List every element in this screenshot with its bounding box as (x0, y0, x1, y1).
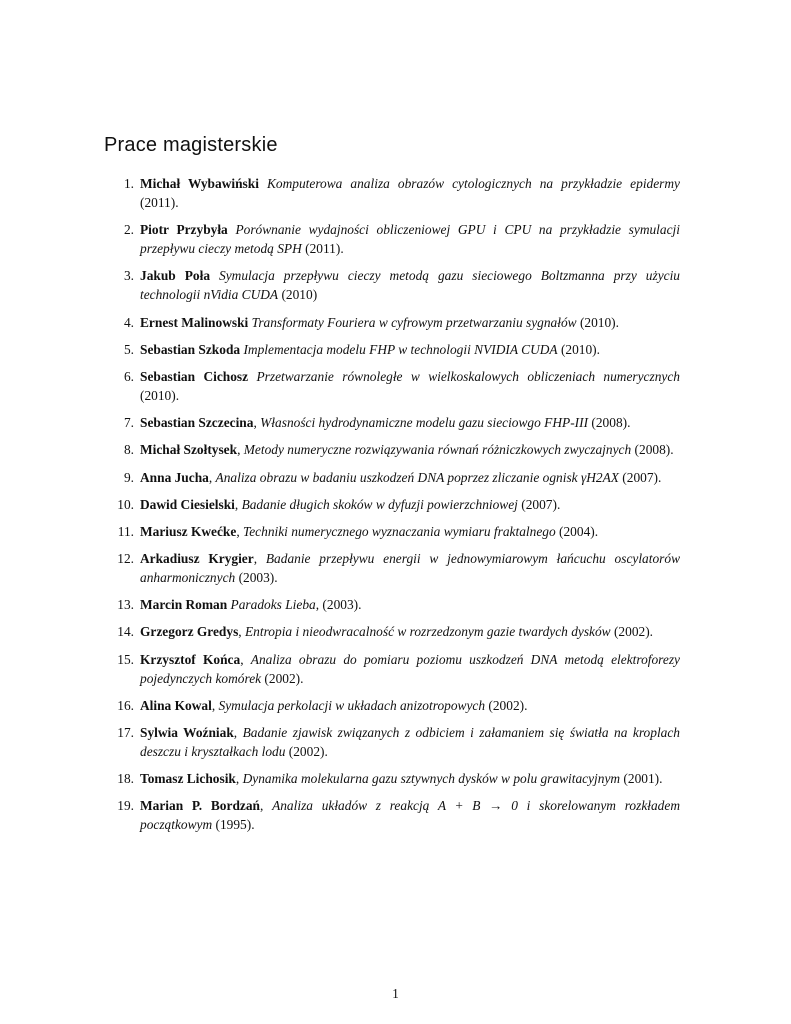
separator: , (253, 551, 266, 567)
section-title: Prace magisterskie (104, 134, 278, 156)
item-number: 5. (123, 341, 134, 357)
thesis-title: Analiza obrazu w badaniu uszkodzeń DNA poprzez zliczanie ognisk γH2AX (215, 469, 619, 485)
author-name: Arkadiusz Krygier (140, 551, 254, 567)
author-name: Marcin Roman (140, 597, 228, 613)
separator: , (234, 496, 242, 512)
thesis-year: (2002). (610, 624, 654, 640)
thesis-item (104, 313, 680, 332)
thesis-year: (2010) (278, 287, 318, 303)
author-name: Krzysztof Końca (140, 651, 241, 667)
author-name: Michał Wybawiński (140, 176, 259, 191)
thesis-title: Dynamika molekularna gazu sztywnych dysków w polu grawitacyjnym (242, 771, 621, 787)
thesis-item (104, 266, 680, 304)
author-name: Tomasz Lichosik (140, 771, 236, 787)
thesis-title: Symulacja perkolacji w układach anizotropowych (218, 697, 486, 713)
separator: , (211, 697, 219, 713)
thesis-year: (2008). (631, 442, 674, 458)
thesis-year: (1995). (212, 817, 255, 833)
separator: , (253, 415, 261, 431)
separator: , (259, 798, 273, 814)
theses-list (104, 174, 680, 843)
thesis-year: (2007). (517, 496, 561, 512)
author-name: Sebastian Szkoda (140, 341, 241, 357)
thesis-year: (2010). (576, 314, 619, 330)
thesis-year: (2003). (235, 570, 278, 586)
author-name: Dawid Ciesielski (140, 496, 235, 512)
thesis-item (104, 622, 680, 641)
thesis-year: (2004). (555, 523, 599, 539)
separator (259, 176, 267, 191)
thesis-year: (2007). (618, 469, 662, 485)
thesis-title: Analiza obrazu do pomiaru poziomu uszkodzeń DNA metodą elektroforezy pojedynczych komórek (140, 651, 680, 686)
thesis-item (104, 696, 680, 715)
thesis-year: (2002). (285, 744, 328, 759)
author-name: Jakub Poła (140, 268, 211, 284)
thesis-title: Transformaty Fouriera w cyfrowym przetwarzaniu sygnałów (251, 314, 577, 330)
thesis-item (104, 769, 680, 788)
thesis-year: , (2003). (315, 597, 362, 613)
separator: , (235, 771, 243, 787)
thesis-title: Analiza układów z reakcją A + B → 0 i skorelowanym rozkładem początkowym (140, 798, 680, 833)
thesis-item (104, 723, 680, 761)
separator: , (233, 725, 243, 740)
author-name: Sebastian Cichosz (140, 368, 249, 384)
separator: , (240, 651, 251, 667)
thesis-title: Komputerowa analiza obrazów cytologicznych na przykładzie epidermy (266, 176, 681, 191)
thesis-item (104, 549, 680, 587)
item-number: 9. (123, 469, 134, 485)
thesis-item (104, 340, 680, 359)
thesis-title: Własności hydrodynamiczne modelu gazu sieciowgo FHP-III (260, 415, 589, 431)
item-number: 17. (117, 725, 134, 740)
page-number: 1 (392, 986, 399, 1001)
item-number: 13. (117, 597, 134, 613)
thesis-item (104, 220, 680, 258)
author-name: Michał Szołtysek (140, 442, 238, 458)
thesis-title: Metody numeryczne rozwiązywania równań różniczkowych zwyczajnych (243, 442, 632, 458)
thesis-year: (2002). (485, 697, 528, 713)
thesis-item (104, 796, 680, 834)
thesis-item (104, 174, 680, 212)
separator: , (208, 469, 216, 485)
item-number: 10. (117, 496, 134, 512)
thesis-title: Entropia i nieodwracalność w rozrzedzonym gazie twardych dysków (245, 624, 611, 640)
thesis-year: (2001). (620, 771, 663, 787)
author-name: Ernest Malinowski (140, 314, 249, 330)
thesis-year: (2008). (588, 415, 631, 431)
item-number: 15. (117, 651, 134, 667)
item-number: 4. (123, 314, 134, 330)
author-name: Piotr Przybyła (140, 222, 228, 238)
separator: , (237, 442, 244, 458)
author-name: Anna Jucha (140, 469, 209, 485)
thesis-year: (2010). (557, 341, 600, 357)
thesis-title: Paradoks Lieba (230, 597, 316, 613)
item-number: 16. (117, 697, 134, 713)
thesis-title: Techniki numerycznego wyznaczania wymiaru fraktalnego (243, 523, 556, 539)
thesis-title: Implementacja modelu FHP w technologii NVIDIA CUDA (243, 341, 558, 357)
item-number: 19. (117, 798, 134, 814)
item-number: 11. (117, 523, 134, 539)
thesis-item (104, 413, 680, 432)
item-number: 8. (123, 442, 134, 458)
item-number: 3. (123, 268, 134, 284)
thesis-item (104, 440, 680, 459)
author-name: Mariusz Kwećke (140, 523, 237, 539)
thesis-title: Przetwarzanie równoległe w wielkoskalowych obliczeniach numerycznych (256, 368, 680, 384)
item-number: 2. (123, 222, 134, 238)
thesis-item (104, 367, 680, 405)
author-name: Sylwia Woźniak (140, 725, 234, 740)
thesis-title: Badanie długich skoków w dyfuzji powierzchniowej (241, 496, 518, 512)
thesis-year: (2011). (140, 195, 179, 210)
item-number: 6. (123, 368, 134, 384)
item-number: 14. (117, 624, 134, 640)
item-number: 12. (117, 551, 134, 567)
thesis-year: (2010). (140, 387, 180, 403)
thesis-title: Badanie przepływu energii w jednowymiarowym łańcuchu oscylatorów anharmonicznych (140, 551, 680, 586)
author-name: Grzegorz Gredys (140, 624, 239, 640)
thesis-item (104, 595, 680, 614)
thesis-year: (2011). (301, 241, 344, 257)
separator (210, 268, 219, 283)
thesis-title: Porównanie wydajności obliczeniowej GPU i CPU na przykładzie symulacji przepływu cieczy metodą SPH (140, 222, 680, 257)
thesis-item (104, 468, 680, 487)
thesis-item (104, 495, 680, 514)
item-number: 1. (123, 176, 134, 191)
separator: , (238, 624, 245, 640)
thesis-year: (2002). (261, 670, 304, 686)
author-name: Sebastian Szczecina (140, 415, 254, 431)
item-number: 7. (123, 415, 134, 431)
thesis-title: Symulacja przepływu cieczy metodą gazu sieciowego Boltzmanna przy użyciu technologii nVidia CUDA (140, 268, 680, 303)
item-number: 18. (117, 771, 134, 787)
thesis-title: Badanie zjawisk związanych z odbiciem i załamaniem się światła na kroplach deszczu i kryształkach lodu (140, 725, 680, 759)
thesis-item (104, 650, 680, 688)
author-name: Alina Kowal (140, 697, 212, 713)
thesis-item (104, 522, 680, 541)
author-name: Marian P. Bordzań (140, 798, 260, 814)
separator: , (236, 523, 244, 539)
